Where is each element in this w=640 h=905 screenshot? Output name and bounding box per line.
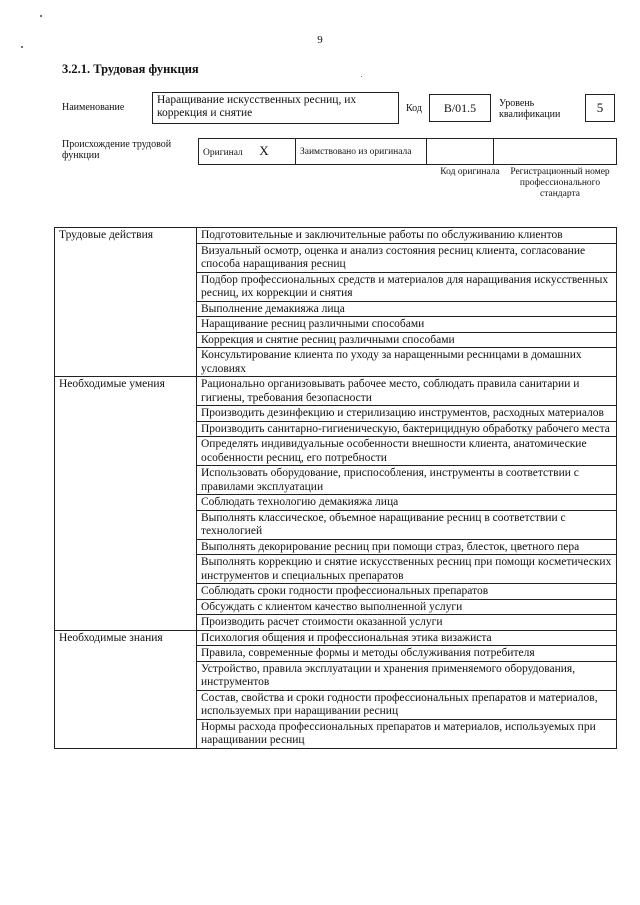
section-category-label: Необходимые знания (55, 630, 197, 748)
scan-speck (21, 46, 23, 48)
section-item: Правила, современные формы и методы обслуживания потребителя (197, 646, 617, 662)
function-details-table (54, 227, 617, 749)
section-item: Состав, свойства и сроки годности профессиональных препаратов и материалов, используемых при наращивании ресниц (197, 690, 617, 719)
level-label: Уровень квалификации (499, 98, 561, 120)
section-item: Наращивание ресниц различными способами (197, 317, 617, 333)
origin-borrowed-cell (296, 139, 427, 165)
table-row (55, 377, 617, 406)
section-item: Выполнять классическое, объемное наращивание ресниц в соответствии с технологией (197, 510, 617, 539)
section-item: Визуальный осмотр, оценка и анализ состояния ресниц клиента, согласование способа наращивания ресниц (197, 243, 617, 272)
section-item: Соблюдать технологию демакияжа лица (197, 495, 617, 511)
table-row (55, 630, 617, 646)
code-original-label: Код оригинала (440, 167, 500, 177)
section-item: Выполнение демакияжа лица (197, 301, 617, 317)
section-item: Коррекция и снятие ресниц различными способами (197, 332, 617, 348)
origin-table (198, 138, 617, 165)
code-label: Код (406, 103, 422, 114)
origin-reg-cell (494, 139, 617, 165)
section-category-label: Трудовые действия (55, 228, 197, 377)
original-label: Оригинал (203, 147, 243, 158)
name-label: Наименование (62, 102, 125, 113)
section-item: Психология общения и профессиональная этика визажиста (197, 630, 617, 646)
table-row (55, 228, 617, 244)
borrowed-label: Заимствовано из оригинала (300, 146, 412, 157)
scan-speck (40, 15, 42, 17)
section-item: Выполнять декорирование ресниц при помощи страз, блесток, цветного пера (197, 539, 617, 555)
section-item: Производить расчет стоимости оказанной услуги (197, 615, 617, 631)
function-name-box: Наращивание искусственных ресниц, их коррекция и снятие (152, 92, 399, 124)
section-item: Рационально организовывать рабочее место, соблюдать правила санитарии и гигиены, требования безопасности (197, 377, 617, 406)
origin-original-cell (199, 139, 296, 165)
section-item: Подбор профессиональных средств и материалов для наращивания искусственных ресниц, их коррекции и снятия (197, 272, 617, 301)
section-item: Определять индивидуальные особенности внешности клиента, анатомические особенности ресниц, его потребности (197, 437, 617, 466)
section-title: 3.2.1. Трудовая функция (62, 62, 199, 76)
origin-label: Происхождение трудовой функции (62, 139, 172, 161)
section-item: Подготовительные и заключительные работы по обслуживанию клиентов (197, 228, 617, 244)
scan-speck (361, 76, 362, 77)
section-item: Производить санитарно-гигиеническую, бактерицидную обработку рабочего места (197, 421, 617, 437)
function-details-body (55, 228, 617, 749)
section-item: Использовать оборудование, приспособления, инструменты в соответствии с правилами эксплуатации (197, 466, 617, 495)
section-item: Обсуждать с клиентом качество выполненной услуги (197, 599, 617, 615)
origin-code-cell (427, 139, 494, 165)
section-item: Производить дезинфекцию и стерилизацию инструментов, расходных материалов (197, 406, 617, 422)
reg-number-label: Регистрационный номер профессионального стандарта (510, 167, 610, 199)
section-item: Консультирование клиента по уходу за наращенными ресницами в домашних условиях (197, 348, 617, 377)
qualification-level-box: 5 (585, 94, 615, 122)
section-category-label: Необходимые умения (55, 377, 197, 631)
section-item: Устройство, правила эксплуатации и хранения применяемого оборудования, инструментов (197, 661, 617, 690)
page-number: 9 (317, 34, 323, 46)
section-item: Выполнять коррекцию и снятие искусственных ресниц при помощи косметических инструментов и специальных препаратов (197, 555, 617, 584)
original-mark: X (259, 142, 269, 158)
function-code-box: B/01.5 (429, 94, 491, 122)
section-item: Соблюдать сроки годности профессиональных препаратов (197, 584, 617, 600)
section-item: Нормы расхода профессиональных препаратов и материалов, используемых при наращивании ресниц (197, 719, 617, 748)
